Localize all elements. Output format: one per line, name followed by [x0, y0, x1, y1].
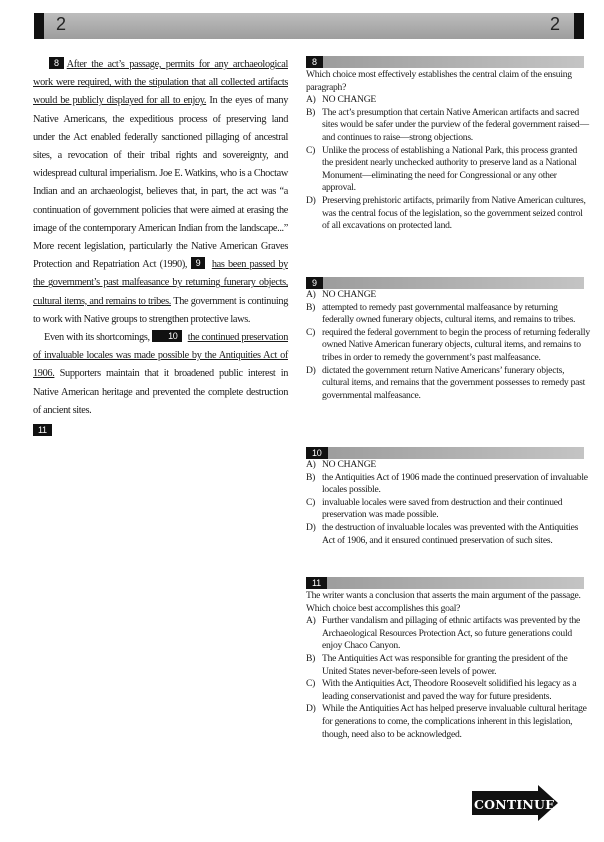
option-text: required the federal government to begin the process of returning federally owned Native American funerary objects, cultural items, and remains to tribes in order to remedy the government’s past malfeasance. [322, 326, 590, 363]
option-label: A) [306, 459, 316, 470]
question-10 [306, 447, 596, 547]
answer-option-c[interactable] [306, 327, 596, 365]
answer-option-c[interactable] [306, 678, 596, 703]
answer-option-b[interactable] [306, 107, 596, 145]
option-label: D) [306, 521, 316, 533]
option-text: attempted to remedy past governmental malfeasance by returning federally owned funerary objects, cultural items, and remains to tribes. [322, 301, 576, 326]
answer-option-d[interactable] [306, 195, 596, 233]
option-label: C) [306, 326, 316, 338]
underlined-portion-8: After the act’s passage, permits for any archaeological work were required, with the stipulation that all collected artifacts would be publicly displayed for all to enjoy. [33, 59, 288, 107]
answer-option-b[interactable] [306, 302, 596, 327]
option-text: Preserving prehistoric artifacts, primarily from Native American cultures, was the central focus of the legislation, so the government seized control of all excavations on protected land. [322, 194, 586, 232]
header-left-cap [34, 13, 44, 39]
question-marker-8[interactable]: 8 [49, 57, 64, 69]
answer-option-a[interactable] [306, 289, 596, 302]
question-number: 10 [306, 447, 328, 459]
question-number: 8 [306, 56, 323, 68]
option-label: A) [306, 615, 316, 627]
passage-paragraph-1 [33, 56, 288, 329]
answer-option-a[interactable] [306, 615, 596, 653]
question-8 [306, 56, 596, 233]
answer-option-d[interactable] [306, 522, 596, 547]
option-label: A) [306, 94, 316, 106]
answer-option-d[interactable] [306, 365, 596, 403]
option-label: C) [306, 144, 316, 156]
underlined-portion-10: the continued preservation of invaluable locales was made possible by the Antiquities Act of 1906. [33, 332, 289, 380]
option-text: Further vandalism and pillaging of ethnic artifacts was prevented by the Archaeological Resources Protection Act, so future generations could enjoy Chaco Canyon. [322, 615, 581, 652]
option-label: A) [306, 289, 316, 300]
option-text: The Antiquities Act was responsible for granting the president of the United States never-before-seen levels of power. [322, 652, 568, 677]
passage-text: Supporters maintain that it broadened public interest in Native American heritage and prevented the complete destruction of ancient sites. [33, 368, 288, 416]
question-marker-11[interactable]: 11 [33, 424, 52, 436]
passage-paragraph-3 [33, 423, 288, 441]
option-text: the destruction of invaluable locales was prevented with the Antiquities Act of 1906, and it ensured continued preservation of such sites. [322, 521, 579, 546]
question-stem: Which choice most effectively establishes the central claim of the ensuing paragraph? [306, 69, 572, 93]
page-number-left: 2 [56, 14, 67, 34]
passage [33, 56, 288, 441]
question-bar [306, 56, 584, 68]
option-text: NO CHANGE [322, 289, 376, 300]
option-label: C) [306, 496, 316, 508]
option-label: C) [306, 678, 316, 690]
question-marker-9[interactable]: 9 [191, 257, 206, 269]
passage-text: Even with its shortcomings, [44, 332, 153, 344]
answer-option-b[interactable] [306, 653, 596, 678]
passage-text: The government is continuing to work with Native groups to strengthen protective laws. [33, 295, 288, 325]
answer-option-d[interactable] [306, 703, 596, 741]
question-number: 11 [306, 577, 327, 589]
option-text: the Antiquities Act of 1906 made the continued preservation of invaluable locales possible. [322, 471, 588, 496]
question-marker-10[interactable]: 10 [152, 330, 182, 342]
option-text: dictated the government return Native Americans’ funerary objects, cultural items, and remains that the government possesses to remedy past governmental malfeasance. [322, 364, 586, 401]
answer-option-c[interactable] [306, 497, 596, 522]
passage-paragraph-2 [33, 329, 288, 420]
option-label: B) [306, 471, 316, 483]
question-bar [306, 447, 584, 459]
page-header [34, 13, 584, 39]
question-9 [306, 277, 596, 402]
option-text: NO CHANGE [322, 94, 376, 106]
option-text: invaluable locales were saved from destruction and their continued preservation was made possible. [322, 496, 563, 521]
question-bar [306, 277, 584, 289]
option-text: Unlike the process of establishing a National Park, this process granted the president nearly unchecked authority to preserve land as a National Monument—eliminating the need for Congressional or any other approval. [322, 144, 578, 194]
option-label: D) [306, 194, 316, 206]
answer-option-a[interactable] [306, 94, 596, 107]
option-label: D) [306, 364, 316, 376]
option-text: While the Antiquities Act has helped preserve invaluable cultural heritage for generations to come, the complications inherent in this legislation, though, need also to be acknowledged. [322, 703, 587, 740]
option-label: D) [306, 703, 316, 715]
option-text: With the Antiquities Act, Theodore Roosevelt solidified his legacy as a leading conservationist and paved the way for future presidents. [322, 678, 577, 702]
answer-option-a[interactable] [306, 459, 596, 472]
option-label: B) [306, 652, 316, 664]
question-number: 9 [306, 277, 323, 289]
continue-button[interactable] [472, 785, 558, 821]
option-text: NO CHANGE [322, 459, 376, 470]
header-right-cap [574, 13, 584, 39]
option-text: The act’s presumption that certain Native American artifacts and sacred sites would be safer under the purview of the federal government raised—and continues to raise—strong objections. [322, 106, 589, 143]
continue-label: CONTINUE [474, 797, 555, 812]
question-bar [306, 577, 584, 589]
question-11 [306, 577, 596, 741]
option-label: B) [306, 301, 316, 313]
page-number-right: 2 [549, 14, 560, 34]
option-label: B) [306, 106, 316, 118]
answer-option-c[interactable] [306, 145, 596, 195]
answer-option-b[interactable] [306, 472, 596, 497]
underlined-portion-9: has been passed by the government’s past malfeasance by returning funerary objects, cultural items, and remains to tribes. [33, 259, 288, 307]
passage-text: In the eyes of many Native Americans, the expeditious process of preserving land under the Act enabled federally sanctioned pillaging of ancestral sites, a revocation of their tribal rights and sovereignty, and widespread cultural imperialism. Joe E. Watkins, who is a Choctaw Indian and an archaeologist, believes that, in part, the act was “a continuation of government policies that were aimed at erasing the image of the contemporary American Indian from the landscape...” More recent legislation, particularly the Native American Graves Protection and Repatriation Act (1990), [33, 95, 288, 271]
question-stem: The writer wants a conclusion that asserts the main argument of the passage. Which choice best accomplishes this goal? [306, 590, 581, 614]
